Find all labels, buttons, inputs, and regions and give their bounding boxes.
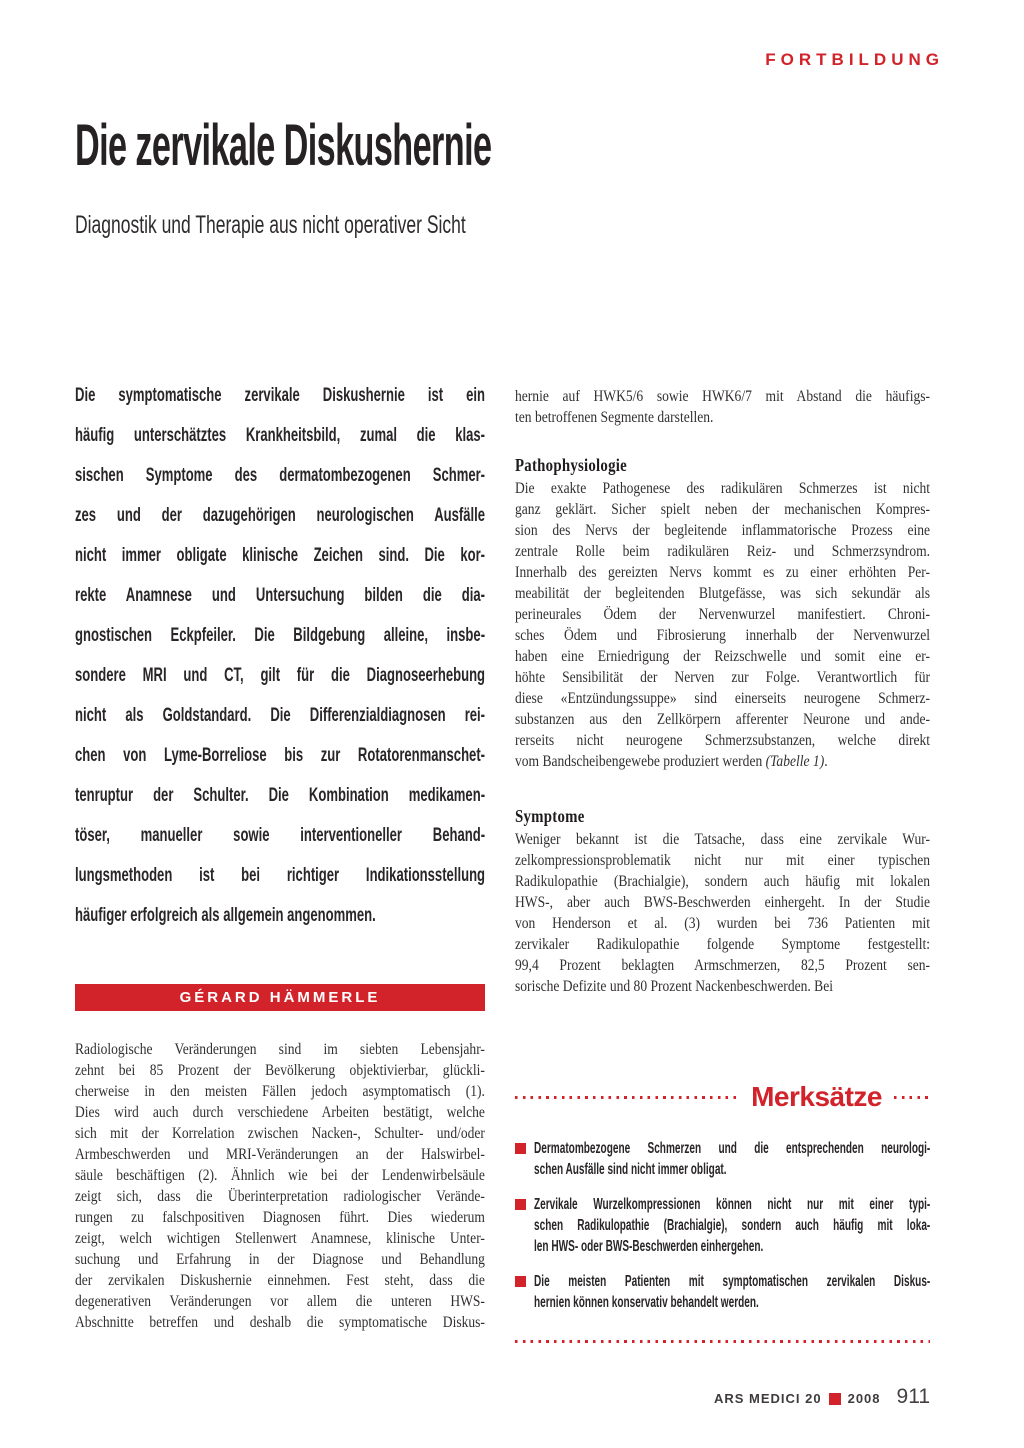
text-line: hernien können konservativ behandelt werden.	[534, 1294, 759, 1311]
text-line: rekte Anamnese und Untersuchung bilden die dia-	[75, 585, 486, 606]
text-line: zervikaler Radikulopathie folgende Symptome festgestellt:	[515, 936, 931, 953]
page-subtitle: Diagnostik und Therapie aus nicht operativer Sicht	[75, 211, 466, 239]
text-line: Die exakte Pathogenese des radikulären Schmerzes ist nicht	[515, 480, 931, 497]
merksaetze-title: Merksätze	[751, 1081, 882, 1112]
text-line: suchung und Erfahrung in der Diagnose und Behandlung	[75, 1251, 485, 1268]
text-line: schen Radikulopathie (Brachialgie), sondern auch häufig mit loka-	[534, 1217, 931, 1234]
journal-year: 2008	[847, 1391, 881, 1406]
text-line: nicht als Goldstandard. Die Differenzialdiagnosen rei-	[75, 705, 486, 726]
text-line: chen von Lyme-Borreliose bis zur Rotatorenmanschet-	[75, 745, 486, 766]
list-item-text	[534, 1271, 930, 1313]
text-line: sches Ödem und Fibrosierung innerhalb der Nervenwurzel	[515, 627, 931, 644]
text-line: Radikulopathie (Brachialgie), sondern auch häufig mit lokalen	[515, 873, 931, 890]
text-line: Abschnitte betreffen und deshalb die symptomatische Diskus-	[75, 1314, 485, 1331]
list-item-text	[534, 1138, 930, 1180]
text-line: zelkompressionsproblematik nicht nur mit einer typischen	[515, 852, 931, 869]
text-line: rungen zu falschpositiven Diagnosen führt. Dies wiederum	[75, 1209, 485, 1226]
text-line: nicht immer obligate klinische Zeichen sind. Die kor-	[75, 545, 486, 566]
right-column	[515, 386, 930, 997]
list-item	[515, 1194, 930, 1257]
dotted-line	[515, 1340, 930, 1343]
list-item	[515, 1271, 930, 1313]
text-line: Die meisten Patienten mit symptomatischen zervikalen Diskus-	[534, 1273, 931, 1290]
red-square-icon	[829, 1393, 841, 1405]
text-line: ganz geklärt. Sicher spielt neben der mechanischen Kompres-	[515, 501, 931, 518]
merksaetze-items	[515, 1138, 930, 1313]
text-line: substanzen aus den Zellkörpern afferenter Neurone und ande-	[515, 711, 931, 728]
text-line: sion des Nervs der begleitende inflammatorische Prozess eine	[515, 522, 931, 539]
section-heading-symptome: Symptome	[515, 806, 585, 826]
text-line: Dermatombezogene Schmerzen und die entsprechenden neurologi-	[534, 1140, 931, 1157]
page-title: Die zervikale Diskushernie	[75, 113, 492, 178]
red-square-bullet-icon	[515, 1143, 526, 1154]
continued-paragraph	[515, 386, 930, 428]
text-line: säule beschäftigen (2). Ähnlich wie bei der Lendenwirbelsäule	[75, 1167, 485, 1184]
text-line: rerseits nicht neurogene Schmerzsubstanzen, welche direkt	[515, 732, 931, 749]
red-square-bullet-icon	[515, 1199, 526, 1210]
red-square-bullet-icon	[515, 1276, 526, 1287]
section-heading-pathophysiologie: Pathophysiologie	[515, 455, 627, 475]
text-line: Armbeschwerden und MRI-Veränderungen an der Halswirbel-	[75, 1146, 485, 1163]
text-line: cherweise in den meisten Fällen jedoch asymptomatisch (1).	[75, 1083, 485, 1100]
text-line: len HWS- oder BWS-Beschwerden einhergehen.	[534, 1238, 764, 1255]
text-line: lungsmethoden ist bei richtiger Indikationsstellung	[75, 865, 486, 886]
text-line: sorische Defizite und 80 Prozent Nackenbeschwerden. Bei	[515, 978, 833, 995]
text-line: 99,4 Prozent beklagten Armschmerzen, 82,5 Prozent sen-	[515, 957, 931, 974]
author-name: GÉRARD HÄMMERLE	[179, 989, 381, 1006]
list-item-text	[534, 1194, 930, 1257]
merksaetze-box	[515, 1082, 930, 1343]
text-line: sich mit der Korrelation zwischen Nacken-, Schulter- und/oder	[75, 1125, 485, 1142]
left-column-body	[75, 1039, 485, 1333]
text-line: sischen Symptome des dermatombezogenen Schmer-	[75, 465, 486, 486]
text-line: von Henderson et al. (3) wurden bei 736 Patienten mit	[515, 915, 931, 932]
lead-paragraph	[75, 376, 485, 936]
text-line: der zervikalen Diskushernie einnehmen. Fest steht, dass die	[75, 1272, 485, 1289]
author-bar	[75, 984, 485, 1011]
text-line: ten betroffenen Segmente darstellen.	[515, 409, 714, 426]
text-line: zeigt sich, dass die Überinterpretation radiologischer Verände-	[75, 1188, 485, 1205]
dotted-line	[515, 1096, 739, 1099]
text-line: zeigt, welch wichtigen Stellenwert Anamnese, klinische Unter-	[75, 1230, 485, 1247]
text-line: vom Bandscheibengewebe produziert werden (Tabelle 1).	[515, 753, 828, 770]
text-line: hernie auf HWK5/6 sowie HWK6/7 mit Abstand die häufigs-	[515, 388, 931, 405]
dotted-line	[894, 1096, 930, 1099]
text-line: Radiologische Veränderungen sind im siebten Lebensjahr-	[75, 1041, 485, 1058]
text-line: häufiger erfolgreich als allgemein angenommen.	[75, 905, 376, 926]
text-line: Die symptomatische zervikale Diskushernie ist ein	[75, 385, 486, 406]
text-line: töser, manueller sowie interventioneller Behand-	[75, 825, 486, 846]
text-line: häufig unterschätztes Krankheitsbild, zumal die klas-	[75, 425, 486, 446]
text-line: Weniger bekannt ist die Tatsache, dass eine zervikale Wur-	[515, 831, 931, 848]
text-line: schen Ausfälle sind nicht immer obligat.	[534, 1161, 727, 1178]
text-line: zentrale Rolle beim radikulären Reiz- und Schmerzsyndrom.	[515, 543, 931, 560]
text-line: Dies wird auch durch verschiedene Arbeiten bestätigt, welche	[75, 1104, 485, 1121]
journal-name: ARS MEDICI 20	[713, 1391, 822, 1406]
category-label: FORTBILDUNG	[765, 50, 944, 69]
text-line: höhte Sensibilität der Nerven zur Folge. Verantwortlich für	[515, 669, 931, 686]
section-body-symptome	[515, 829, 930, 997]
text-line: diese «Entzündungssuppe» sind einerseits neurogene Schmerz-	[515, 690, 931, 707]
text-line: HWS-, aber auch BWS-Beschwerden einhergeht. In der Studie	[515, 894, 931, 911]
text-line: tenruptur der Schulter. Die Kombination medikamen-	[75, 785, 486, 806]
text-line: Zervikale Wurzelkompressionen können nicht nur mit einer typi-	[534, 1196, 931, 1213]
text-line: gnostischen Eckpfeiler. Die Bildgebung alleine, insbe-	[75, 625, 486, 646]
page-number: 911	[896, 1385, 930, 1408]
merksaetze-header	[515, 1082, 930, 1112]
text-line: zes und der dazugehörigen neurologischen Ausfälle	[75, 505, 486, 526]
text-line: perineurales Ödem der Nervenwurzel manifestiert. Chroni-	[515, 606, 931, 623]
list-item	[515, 1138, 930, 1180]
text-line: degenerativen Veränderungen vor allem die unteren HWS-	[75, 1293, 485, 1310]
section-body-pathophysiologie	[515, 478, 930, 772]
text-line: haben eine Erniedrigung der Reizschwelle und somit eine er-	[515, 648, 931, 665]
text-line: sondere MRI und CT, gilt für die Diagnoseerhebung	[75, 665, 486, 686]
text-line: zehnt bei 85 Prozent der Bevölkerung objektivierbar, glückli-	[75, 1062, 485, 1079]
text-line: meabilität der begleitenden Blutgefässe, was sich sekundär als	[515, 585, 931, 602]
text-line: Innerhalb des gereizten Nervs kommt es zu einer erhöhten Per-	[515, 564, 931, 581]
page-footer	[714, 1386, 930, 1410]
